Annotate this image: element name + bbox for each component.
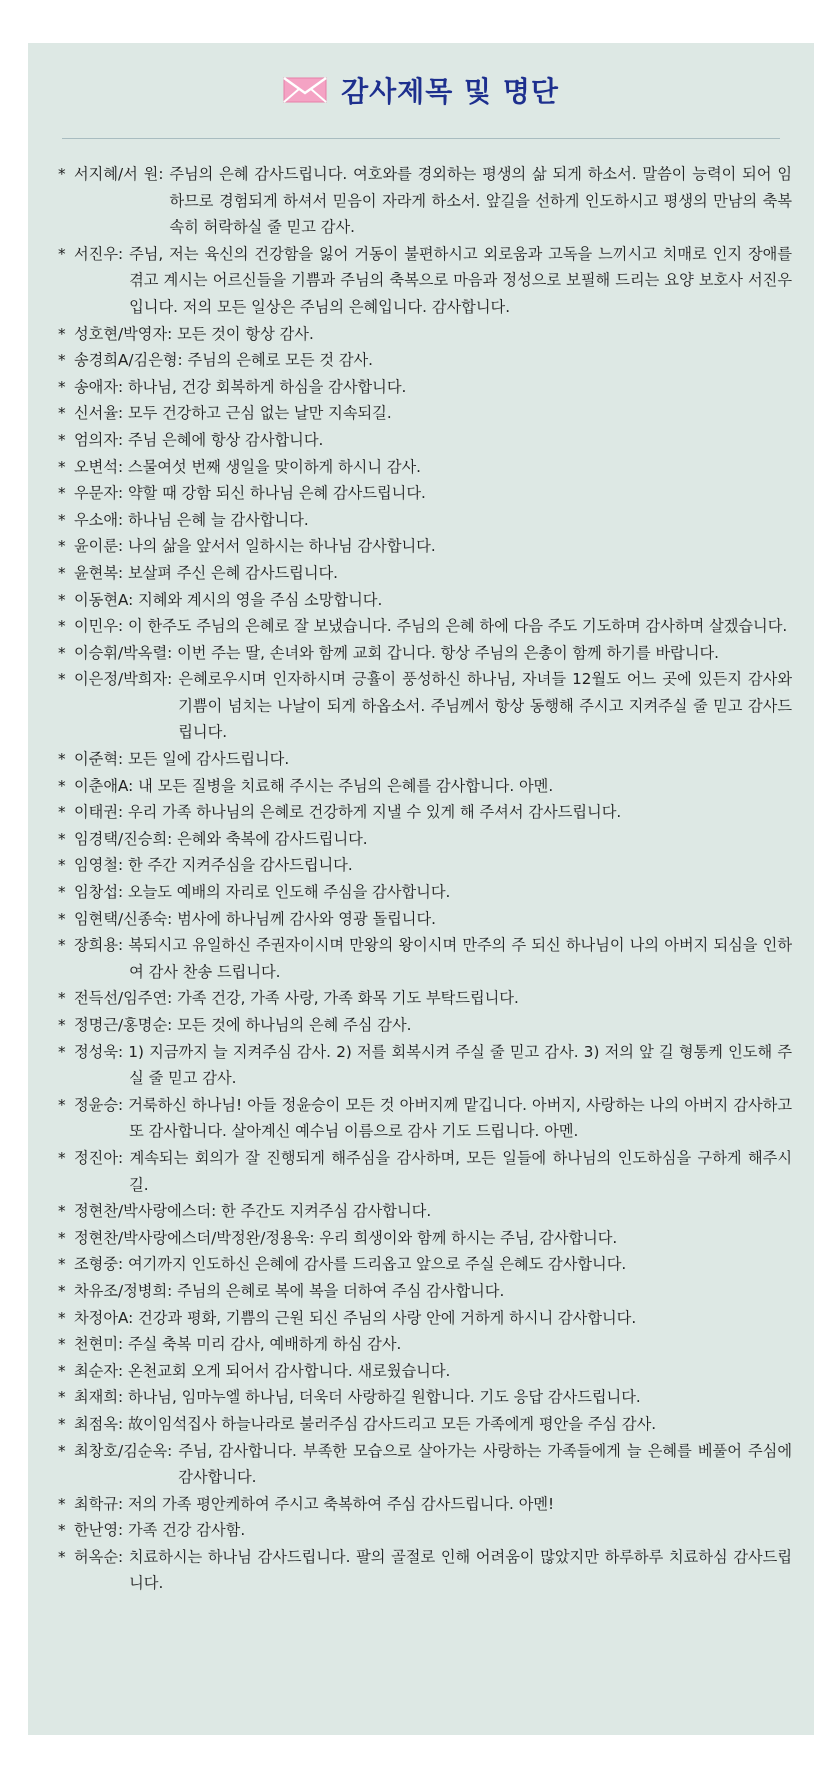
- entry-names: 최학규:: [74, 1494, 124, 1513]
- bullet-mark: *: [58, 909, 66, 928]
- bullet-mark: *: [58, 537, 66, 556]
- list-item: [58, 560, 792, 587]
- entry-text: 주님의 은혜로 모든 것 감사.: [187, 351, 374, 370]
- bullet-mark: *: [58, 377, 66, 396]
- entry-names: 서진우:: [74, 244, 124, 263]
- list-item: [58, 1039, 792, 1092]
- entry-text: 한 주간 지켜주심을 감사드립니다.: [127, 856, 353, 875]
- list-item: [58, 1411, 792, 1438]
- list-item: [58, 587, 792, 614]
- entry-body: [74, 906, 792, 933]
- entry-names: 정현찬/박사랑에스더:: [74, 1202, 217, 1221]
- list-item: [58, 1251, 792, 1278]
- entry-names: 임현택/신종숙:: [74, 909, 173, 928]
- entry-names: 신서율:: [74, 404, 124, 423]
- entry-text: 모든 것에 하나님의 은혜 주심 감사.: [177, 1016, 412, 1034]
- entry-body: [74, 321, 792, 348]
- bullet-mark: *: [58, 244, 66, 263]
- bullet-mark: *: [58, 617, 66, 636]
- list-item: [58, 1358, 792, 1385]
- list-item: [58, 241, 792, 321]
- entry-names: 정현찬/박사랑에스더/박정완/정용욱:: [74, 1228, 315, 1247]
- list-item: [58, 427, 792, 454]
- entry-text: 치료하시는 하나님 감사드립니다. 팔의 골절로 인해 어려움이 많았지만 하루하루 치료하심 감사드립니다.: [128, 1547, 792, 1593]
- entry-text: 주님 은혜에 항상 감사합니다.: [127, 430, 324, 449]
- list-item: [58, 826, 792, 853]
- bullet-mark: *: [58, 1547, 66, 1566]
- list-item: [58, 321, 792, 348]
- entry-body: [74, 454, 792, 481]
- entry-names: 송애자:: [74, 377, 124, 396]
- entry-names: 우소애:: [74, 510, 124, 529]
- entry-text: 저의 가족 평안케하여 주시고 축복하여 주심 감사드립니다. 아멘!: [127, 1494, 555, 1513]
- envelope-icon: [283, 76, 327, 104]
- entry-body: [74, 1145, 792, 1198]
- entry-names: 정윤승:: [74, 1095, 124, 1114]
- entry-text: 한 주간도 지켜주심 감사합니다.: [221, 1202, 432, 1221]
- bullet-mark: *: [58, 1494, 66, 1513]
- entry-text: 가족 건강 감사함.: [127, 1521, 246, 1540]
- bullet-mark: *: [58, 1308, 66, 1327]
- bullet-mark: *: [58, 1521, 66, 1540]
- entry-body: [74, 746, 792, 773]
- entry-names: 엄의자:: [74, 430, 124, 449]
- entry-text: 주님, 감사합니다. 부족한 모습으로 살아가는 사랑하는 가족들에게 늘 은혜를 베풀어 주심에 감사합니다.: [178, 1441, 793, 1487]
- entry-names: 송경희A/김은형:: [74, 351, 183, 370]
- entry-body: [74, 1305, 792, 1332]
- entry-names: 성호현/박영자:: [74, 324, 173, 343]
- entry-text: 하나님, 건강 회복하게 하심을 감사합니다.: [127, 377, 407, 396]
- bullet-mark: *: [58, 776, 66, 795]
- list-item: [58, 932, 792, 985]
- bullet-mark: *: [58, 590, 66, 609]
- list-item: [58, 1384, 792, 1411]
- bullet-mark: *: [58, 404, 66, 423]
- list-item: [58, 454, 792, 481]
- list-item: [58, 1278, 792, 1305]
- entry-text: 우리 희생이와 함께 하시는 주님, 감사합니다.: [319, 1228, 618, 1247]
- list-item: [58, 666, 792, 746]
- bullet-mark: *: [58, 1095, 66, 1114]
- bullet-mark: *: [58, 1255, 66, 1274]
- entry-body: [74, 533, 792, 560]
- bullet-mark: *: [58, 670, 66, 689]
- entry-names: 최순자:: [74, 1361, 124, 1380]
- list-item: [58, 507, 792, 534]
- bullet-mark: *: [58, 1148, 66, 1167]
- entry-names: 차정아A:: [74, 1308, 134, 1327]
- bullet-mark: *: [58, 989, 66, 1008]
- list-item: [58, 1331, 792, 1358]
- entry-names: 한난영:: [74, 1521, 124, 1540]
- entry-text: 건강과 평화, 기쁨의 근원 되신 주님의 사랑 안에 거하게 하시니 감사합니다.: [138, 1308, 637, 1327]
- bullet-mark: *: [58, 829, 66, 848]
- entry-text: 은혜로우시며 인자하시며 긍휼이 풍성하신 하나님, 자녀들 12월도 어느 곳에 있든지 감사와 기쁨이 넘치는 나날이 되게 하옵소서. 주님께서 항상 동행해 주시고 지켜주실 줄 믿고 감사드립니다.: [178, 670, 793, 742]
- entry-text: 모든 일에 감사드립니다.: [127, 750, 290, 769]
- entry-body: [74, 932, 792, 985]
- entry-text: 스물여섯 번째 생일을 맞이하게 하시니 감사.: [127, 457, 422, 476]
- entry-names: 최재희:: [74, 1388, 124, 1407]
- entry-text: 이 한주도 주님의 은혜로 잘 보냈습니다. 주님의 은혜 하에 다음 주도 기도하며 감사하며 살겠습니다.: [127, 617, 788, 636]
- entry-body: [74, 1198, 792, 1225]
- entry-names: 이태권:: [74, 803, 124, 822]
- list-item: [58, 1225, 792, 1252]
- entry-names: 이민우:: [74, 617, 124, 636]
- entry-text: 주님, 저는 육신의 건강함을 잃어 거동이 불편하시고 외로움과 고독을 느끼시고 치매로 인지 장애를 겪고 계시는 어르신들을 기쁨과 주님의 축복으로 마음과 정성으로 보필해 드리는 요양 보호사 서진우입니다. 저의 모든 일상은 주님의 은혜입니다. 감사합니다.: [129, 244, 792, 316]
- entry-names: 윤이룬:: [74, 537, 124, 556]
- entry-body: [74, 879, 792, 906]
- entry-body: [74, 1039, 792, 1092]
- entry-body: [74, 773, 792, 800]
- list-item: [58, 1198, 792, 1225]
- entry-text: 오늘도 예배의 자리로 인도해 주심을 감사합니다.: [127, 883, 451, 902]
- thanks-panel: [28, 43, 814, 1735]
- entry-body: [74, 480, 792, 507]
- list-item: [58, 1012, 792, 1039]
- entry-text: 보살펴 주신 은혜 감사드립니다.: [127, 563, 339, 582]
- entry-body: [74, 1411, 792, 1438]
- entry-text: 범사에 하나님께 감사와 영광 돌립니다.: [177, 909, 436, 928]
- entry-text: 여기까지 인도하신 은혜에 감사를 드리옵고 앞으로 주실 은혜도 감사합니다.: [127, 1255, 627, 1274]
- entry-body: [74, 161, 792, 241]
- list-item: [58, 985, 792, 1012]
- entry-body: [74, 400, 792, 427]
- entry-text: 내 모든 질병을 치료해 주시는 주님의 은혜를 감사합니다. 아멘.: [138, 776, 554, 795]
- list-item: [58, 347, 792, 374]
- bullet-mark: *: [58, 165, 66, 183]
- entry-body: [74, 1491, 792, 1518]
- entry-body: [74, 1544, 792, 1597]
- entry-body: [74, 1331, 792, 1358]
- entry-text: 하나님 은혜 늘 감사합니다.: [127, 510, 309, 529]
- entry-body: [74, 1358, 792, 1385]
- entry-body: [74, 985, 792, 1012]
- entry-names: 정진아:: [74, 1148, 124, 1167]
- entry-text: 거룩하신 하나님! 아들 정윤승이 모든 것 아버지께 맡깁니다. 아버지, 사랑하는 나의 아버지 감사하고 또 감사합니다. 살아계신 예수님 이름으로 감사 기도 드립니다. 아멘.: [128, 1095, 793, 1141]
- entry-names: 임경택/진승희:: [74, 829, 173, 848]
- bullet-mark: *: [58, 883, 66, 902]
- list-item: [58, 480, 792, 507]
- entry-names: 이동현A:: [74, 590, 134, 609]
- bullet-mark: *: [58, 1016, 66, 1034]
- entry-text: 은혜와 축복에 감사드립니다.: [177, 829, 368, 848]
- entry-names: 조형중:: [74, 1255, 124, 1274]
- bullet-mark: *: [58, 1042, 66, 1061]
- list-item: [58, 400, 792, 427]
- entry-text: 복되시고 유일하신 주권자이시며 만왕의 왕이시며 만주의 주 되신 하나님이 나의 아버지 되심을 인하여 감사 찬송 드립니다.: [128, 936, 793, 981]
- entry-body: [74, 1092, 792, 1145]
- bullet-mark: *: [58, 856, 66, 875]
- entry-text: 나의 삶을 앞서서 일하시는 하나님 감사합니다.: [127, 537, 436, 556]
- bullet-mark: *: [58, 510, 66, 529]
- list-item: [58, 1491, 792, 1518]
- entry-names: 전득선/임주연:: [74, 989, 173, 1008]
- entry-body: [74, 374, 792, 401]
- entry-text: 우리 가족 하나님의 은혜로 건강하게 지낼 수 있게 해 주셔서 감사드립니다.: [127, 803, 622, 822]
- list-item: [58, 1092, 792, 1145]
- list-item: [58, 1544, 792, 1597]
- bullet-mark: *: [58, 457, 66, 476]
- list-item: [58, 906, 792, 933]
- entry-body: [74, 1012, 792, 1039]
- entry-names: 정명근/홍명순:: [74, 1016, 173, 1034]
- entry-body: [74, 1225, 792, 1252]
- entry-text: 모두 건강하고 근심 없는 날만 지속되길.: [127, 404, 392, 423]
- list-item: [58, 773, 792, 800]
- entry-names: 임창섭:: [74, 883, 124, 902]
- entry-body: [74, 241, 792, 321]
- list-item: [58, 1438, 792, 1491]
- entry-names: 최점옥:: [74, 1414, 124, 1433]
- entry-names: 천현미:: [74, 1335, 124, 1354]
- entry-body: [74, 1278, 792, 1305]
- title-divider: [62, 138, 780, 139]
- entry-names: 임영철:: [74, 856, 124, 875]
- entry-text: 주님의 은혜로 복에 복을 더하여 주심 감사합니다.: [177, 1281, 505, 1300]
- bullet-mark: *: [58, 1202, 66, 1221]
- entry-text: 모든 것이 항상 감사.: [177, 324, 314, 343]
- entry-names: 장희용:: [74, 936, 124, 955]
- entry-body: [74, 1251, 792, 1278]
- entry-body: [74, 666, 792, 746]
- entry-names: 우문자:: [74, 484, 124, 503]
- entry-text: 가족 건강, 가족 사랑, 가족 화목 기도 부탁드립니다.: [177, 989, 519, 1008]
- list-item: [58, 1305, 792, 1332]
- entry-body: [74, 347, 792, 374]
- entry-names: 윤현복:: [74, 563, 124, 582]
- entry-body: [74, 640, 792, 667]
- entry-text: 1) 지금까지 늘 지켜주심 감사. 2) 저를 회복시켜 주실 줄 믿고 감사. 3) 저의 앞 길 형통케 인도해 주실 줄 믿고 감사.: [128, 1042, 793, 1088]
- entry-names: 허옥순:: [74, 1547, 124, 1566]
- bullet-mark: *: [58, 643, 66, 662]
- bullet-mark: *: [58, 1388, 66, 1407]
- entry-body: [74, 852, 792, 879]
- list-item: [58, 161, 792, 241]
- entry-names: 최창호/김순옥:: [74, 1441, 173, 1460]
- entry-text: 하나님, 임마누엘 하나님, 더욱더 사랑하길 원합니다. 기도 응답 감사드립니다.: [127, 1388, 641, 1407]
- entry-names: 이춘애A:: [74, 776, 134, 795]
- bullet-mark: *: [58, 351, 66, 370]
- bullet-mark: *: [58, 1414, 66, 1433]
- entry-text: 주님의 은혜 감사드립니다. 여호와를 경외하는 평생의 삶 되게 하소서. 말씀이 능력이 되어 임하므로 경험되게 하셔서 믿음이 자라게 하소서. 앞길을 선하게 인도하시고 평생의 만남의 축복 속히 허락하실 줄 믿고 감사.: [169, 165, 793, 237]
- bullet-mark: *: [58, 1361, 66, 1380]
- entry-text: 주실 축복 미리 감사, 예배하게 하심 감사.: [127, 1335, 402, 1354]
- entry-text: 지혜와 계시의 영을 주심 소망합니다.: [138, 590, 383, 609]
- bullet-mark: *: [58, 803, 66, 822]
- thanks-list: [58, 161, 792, 1597]
- entry-names: 정성욱:: [74, 1042, 124, 1061]
- title-row: [28, 73, 814, 107]
- list-item: [58, 533, 792, 560]
- bullet-mark: *: [58, 1228, 66, 1247]
- bullet-mark: *: [58, 324, 66, 343]
- list-item: [58, 374, 792, 401]
- entry-body: [74, 613, 792, 640]
- entry-body: [74, 826, 792, 853]
- entry-names: 이준혁:: [74, 750, 124, 769]
- bullet-mark: *: [58, 484, 66, 503]
- entry-body: [74, 1438, 792, 1491]
- bullet-mark: *: [58, 1441, 66, 1460]
- bullet-mark: *: [58, 563, 66, 582]
- entry-text: 계속되는 회의가 잘 진행되게 해주심을 감사하며, 모든 일들에 하나님의 인도하심을 구하게 해주시길.: [129, 1148, 793, 1194]
- list-item: [58, 1145, 792, 1198]
- list-item: [58, 799, 792, 826]
- page-title: 감사제목 및 명단: [341, 75, 559, 108]
- bullet-mark: *: [58, 1335, 66, 1354]
- bullet-mark: *: [58, 430, 66, 449]
- entry-text: 온천교회 오게 되어서 감사합니다. 새로웠습니다.: [127, 1361, 451, 1380]
- entry-names: 차유조/정병희:: [74, 1281, 173, 1300]
- list-item: [58, 613, 792, 640]
- list-item: [58, 1517, 792, 1544]
- entry-names: 오변석:: [74, 457, 124, 476]
- list-item: [58, 746, 792, 773]
- entry-names: 이승휘/박옥렬:: [74, 643, 173, 662]
- entry-text: 약할 때 강함 되신 하나님 은혜 감사드립니다.: [127, 484, 426, 503]
- list-item: [58, 852, 792, 879]
- list-item: [58, 640, 792, 667]
- entry-body: [74, 560, 792, 587]
- bullet-mark: *: [58, 936, 66, 955]
- bullet-mark: *: [58, 1281, 66, 1300]
- entry-names: 이은정/박희자:: [74, 670, 173, 689]
- entry-body: [74, 427, 792, 454]
- bullet-mark: *: [58, 750, 66, 769]
- entry-body: [74, 1517, 792, 1544]
- entry-body: [74, 1384, 792, 1411]
- entry-names: 서지혜/서 원:: [74, 165, 164, 183]
- entry-body: [74, 587, 792, 614]
- entry-body: [74, 799, 792, 826]
- entry-text: 故이임석집사 하늘나라로 불러주심 감사드리고 모든 가족에게 평안을 주심 감사.: [127, 1414, 657, 1433]
- entry-text: 이번 주는 딸, 손녀와 함께 교회 갑니다. 항상 주님의 은총이 함께 하기를 바랍니다.: [177, 643, 719, 662]
- entry-body: [74, 507, 792, 534]
- list-item: [58, 879, 792, 906]
